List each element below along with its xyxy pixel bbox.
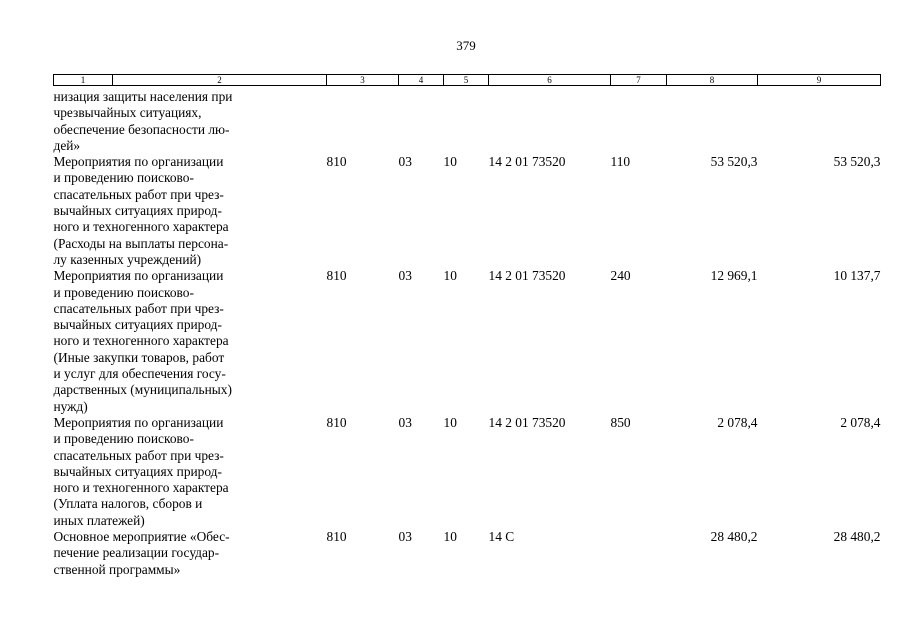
cell-expense-type xyxy=(611,89,667,154)
name-line: и услуг для обеспечения госу- xyxy=(53,366,226,382)
cell-amount-2: 28 480,2 xyxy=(833,529,881,545)
name-line: ственной программы» xyxy=(53,561,181,577)
cell-amount-1 xyxy=(667,89,758,154)
name-line: иных платежей) xyxy=(53,512,145,528)
page-number: 379 xyxy=(456,38,476,53)
cell-amount-2 xyxy=(758,89,881,154)
name-line: ного и техногенного характера xyxy=(53,480,229,496)
cell-section xyxy=(399,89,444,154)
name-line: обеспечение безопасности лю- xyxy=(53,121,230,137)
name-line: (Расходы на выплаты персона- xyxy=(53,235,229,251)
cell-target-article: 14 2 01 73520 xyxy=(488,268,566,284)
cell-expense-type: 110 xyxy=(610,154,631,170)
name-line: (Уплата налогов, сборов и xyxy=(53,496,203,512)
cell-subsection: 10 xyxy=(443,529,457,545)
column-header-1: 1 xyxy=(54,75,113,86)
name-line: и проведению поисково- xyxy=(53,170,194,186)
cell-target-article: 14 2 01 73520 xyxy=(488,154,566,170)
table-row xyxy=(54,154,881,268)
cell-ministry: 810 xyxy=(326,268,347,284)
cell-amount-1: 12 969,1 xyxy=(710,268,758,284)
cell-amount-2: 53 520,3 xyxy=(833,154,881,170)
cell-section: 03 xyxy=(398,268,412,284)
budget-table xyxy=(53,74,881,578)
cell-subsection: 10 xyxy=(443,268,457,284)
column-header-8: 8 xyxy=(667,75,758,86)
table-row xyxy=(54,89,881,154)
name-line: дарственных (муниципальных) xyxy=(53,382,232,398)
name-line: печение реализации государ- xyxy=(53,545,220,561)
cell-expense-type: 850 xyxy=(610,414,631,430)
cell-section: 03 xyxy=(398,414,412,430)
name-line: спасательных работ при чрез- xyxy=(53,186,224,202)
cell-amount-2: 10 137,7 xyxy=(833,268,881,284)
cell-target-article: 14 С xyxy=(488,529,515,545)
cell-ministry: 810 xyxy=(326,414,347,430)
cell-subsection: 10 xyxy=(443,414,457,430)
name-line: вычайных ситуациях природ- xyxy=(53,317,222,333)
name-line: вычайных ситуациях природ- xyxy=(53,463,222,479)
column-header-4: 4 xyxy=(399,75,444,86)
name-line: нужд) xyxy=(53,398,88,414)
name-line: Мероприятия по организации xyxy=(53,154,224,170)
name-line: низация защиты населения при xyxy=(53,89,233,104)
cell-expense-type: 240 xyxy=(610,268,631,284)
cell-amount-1: 2 078,4 xyxy=(717,414,758,430)
name-line: лу казенных учреждений) xyxy=(53,251,202,267)
column-header-3: 3 xyxy=(327,75,399,86)
name-line: спасательных работ при чрез- xyxy=(53,300,224,316)
name-line: чрезвычайных ситуациях, xyxy=(53,105,202,121)
row-name xyxy=(54,89,327,154)
cell-expense-type xyxy=(611,529,667,578)
name-line: и проведению поисково- xyxy=(53,284,194,300)
cell-amount-1: 53 520,3 xyxy=(710,154,758,170)
name-line: ного и техногенного характера xyxy=(53,219,229,235)
name-line: ного и техногенного характера xyxy=(53,333,229,349)
table-row xyxy=(54,268,881,415)
column-number-row xyxy=(54,75,881,86)
name-line: вычайных ситуациях природ- xyxy=(53,203,222,219)
cell-section: 03 xyxy=(398,154,412,170)
table-row xyxy=(54,529,881,578)
cell-target-article xyxy=(489,89,611,154)
name-line: и проведению поисково- xyxy=(53,431,194,447)
cell-amount-1: 28 480,2 xyxy=(710,529,758,545)
cell-amount-2: 2 078,4 xyxy=(840,414,881,430)
cell-subsection xyxy=(444,89,489,154)
name-line: дей» xyxy=(53,137,81,153)
row-name xyxy=(54,415,327,529)
row-name xyxy=(54,268,327,415)
cell-ministry xyxy=(327,89,399,154)
cell-subsection: 10 xyxy=(443,154,457,170)
column-header-7: 7 xyxy=(611,75,667,86)
cell-ministry: 810 xyxy=(326,529,347,545)
cell-section: 03 xyxy=(398,529,412,545)
name-line: спасательных работ при чрез- xyxy=(53,447,224,463)
cell-ministry: 810 xyxy=(326,154,347,170)
row-name xyxy=(54,154,327,268)
column-header-5: 5 xyxy=(444,75,489,86)
table-row xyxy=(54,415,881,529)
column-header-2: 2 xyxy=(113,75,327,86)
row-name xyxy=(54,529,327,578)
name-line: (Иные закупки товаров, работ xyxy=(53,349,225,365)
column-header-6: 6 xyxy=(489,75,611,86)
name-line: Основное мероприятие «Обес- xyxy=(53,529,230,545)
name-line: Мероприятия по организации xyxy=(53,414,224,430)
name-line: Мероприятия по организации xyxy=(53,268,224,284)
column-header-9: 9 xyxy=(758,75,881,86)
cell-target-article: 14 2 01 73520 xyxy=(488,414,566,430)
